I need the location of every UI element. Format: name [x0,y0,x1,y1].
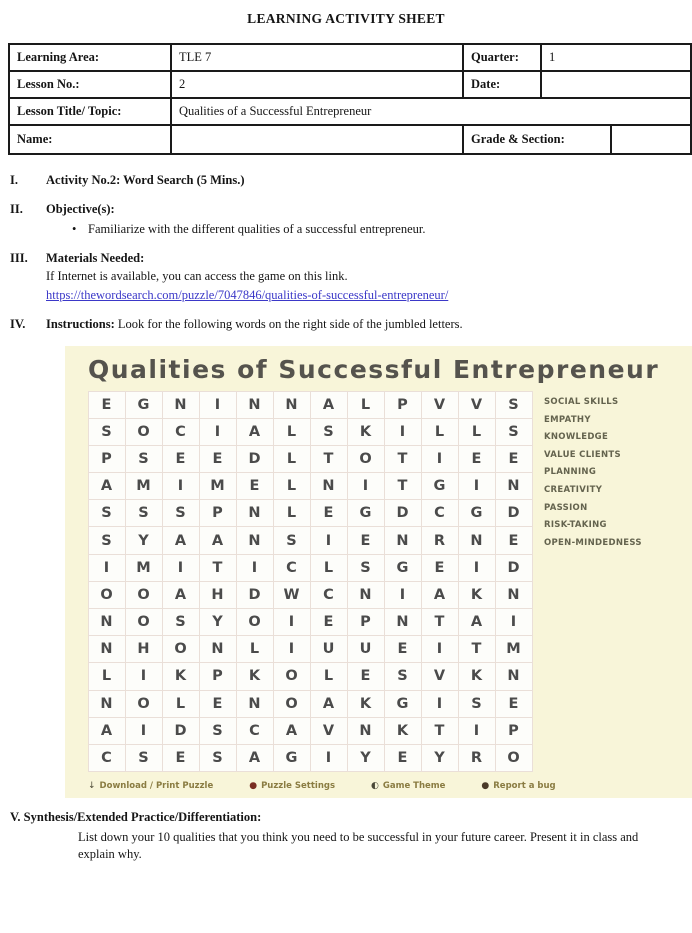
grid-cell-letter[interactable]: D [384,499,422,527]
grid-cell-letter[interactable]: G [421,472,459,500]
grid-cell-letter[interactable]: G [273,744,311,772]
grid-cell-letter[interactable]: S [162,608,200,636]
grid-cell-letter[interactable]: S [347,554,385,582]
grid-cell-letter[interactable]: S [458,690,496,718]
name-value [172,126,464,153]
grid-cell-letter[interactable]: S [199,744,237,772]
grid-cell-letter[interactable]: O [236,608,274,636]
section-activity [10,173,682,188]
grid-cell-letter[interactable]: S [495,418,533,446]
theme-icon: ◐ [371,780,379,791]
section-numeral: II. [10,202,23,216]
grid-cell-letter[interactable]: L [162,690,200,718]
grid-cell-letter[interactable]: E [495,690,533,718]
name-label: Name: [10,126,172,153]
grid-cell-letter[interactable]: N [273,391,311,419]
grid-row [88,581,532,608]
grid-cell-letter[interactable]: L [236,635,274,663]
grid-cell-letter[interactable]: E [88,391,126,419]
gear-icon: ● [249,780,258,791]
section-instructions [10,317,682,332]
grid-cell-letter[interactable]: L [310,662,348,690]
grid-cell-letter[interactable]: A [88,717,126,745]
grid-row [88,717,532,744]
learning-area-value: TLE 7 [172,45,464,70]
grid-cell-letter[interactable]: A [273,717,311,745]
objective-bullet-item [72,222,682,237]
download-icon: ↓ [88,780,96,791]
word-list-item: PLANNING [544,467,597,478]
grid-cell-letter[interactable]: P [88,445,126,473]
grid-row [88,418,532,445]
word-search-puzzle [65,346,692,798]
grid-cell-letter[interactable]: D [162,717,200,745]
grid-cell-letter[interactable]: K [458,581,496,609]
grid-cell-letter[interactable]: C [310,581,348,609]
grid-cell-letter[interactable]: U [310,635,348,663]
grid-cell-letter[interactable]: U [347,635,385,663]
grid-row [88,744,532,771]
grid-cell-letter[interactable]: I [310,526,348,554]
report-a-bug-button[interactable] [481,781,555,791]
section-numeral: I. [10,173,18,187]
grid-cell-letter[interactable]: I [421,635,459,663]
bug-icon: ● [481,780,490,791]
word-list-item: EMPATHY [544,414,591,425]
grid-cell-letter[interactable]: E [162,445,200,473]
page-title: LEARNING ACTIVITY SHEET [247,11,445,26]
grid-cell-letter[interactable]: E [310,608,348,636]
game-theme-button[interactable] [371,781,445,791]
grid-cell-letter[interactable]: I [384,581,422,609]
grid-row [88,690,532,717]
grid-row [88,473,532,500]
download-print-puzzle-button[interactable] [88,781,213,791]
grid-cell-letter[interactable]: E [458,445,496,473]
grid-cell-letter[interactable]: N [199,635,237,663]
grid-cell-letter[interactable]: I [310,744,348,772]
grid-cell-letter[interactable]: I [199,418,237,446]
grid-cell-letter[interactable]: N [310,472,348,500]
grid-cell-letter[interactable]: E [162,744,200,772]
grid-row [88,609,532,636]
grid-cell-letter[interactable]: S [88,418,126,446]
grid-cell-letter[interactable]: N [495,581,533,609]
grid-cell-letter[interactable]: K [347,418,385,446]
grid-cell-letter[interactable]: S [88,499,126,527]
grid-cell-letter[interactable]: K [347,690,385,718]
grid-cell-letter[interactable]: W [273,581,311,609]
grid-cell-letter[interactable]: M [199,472,237,500]
quarter-value: 1 [542,45,692,70]
grid-cell-letter[interactable]: N [495,472,533,500]
bullet-icon: • [72,222,77,236]
puzzle-settings-button[interactable] [249,781,335,791]
grid-cell-letter[interactable]: I [88,554,126,582]
grid-cell-letter[interactable]: I [458,472,496,500]
grid-cell-letter[interactable]: S [495,391,533,419]
word-list-item: VALUE CLIENTS [544,449,621,460]
grid-cell-letter[interactable]: I [162,472,200,500]
table-row [10,126,692,153]
grid-cell-letter[interactable]: L [88,662,126,690]
grid-cell-letter[interactable]: O [347,445,385,473]
word-list-item: CREATIVITY [544,484,603,495]
grid-cell-letter[interactable]: I [273,635,311,663]
grid-cell-letter[interactable]: I [125,662,163,690]
table-row [10,45,692,72]
grid-cell-letter[interactable]: M [495,635,533,663]
header-table [8,43,692,155]
grid-cell-letter[interactable]: Y [347,744,385,772]
grid-cell-letter[interactable]: I [421,445,459,473]
grid-cell-letter[interactable]: L [273,499,311,527]
section-numeral: III. [10,251,28,265]
grid-cell-letter[interactable]: E [347,526,385,554]
grid-cell-letter[interactable]: K [236,662,274,690]
grid-cell-letter[interactable]: T [310,445,348,473]
grid-cell-letter[interactable]: E [421,554,459,582]
word-list [544,394,682,552]
grid-cell-letter[interactable]: N [458,526,496,554]
puzzle-toolbar [88,781,692,791]
grid-cell-letter[interactable]: N [384,608,422,636]
grid-cell-letter[interactable]: C [162,418,200,446]
grid-cell-letter[interactable]: O [125,418,163,446]
grid-cell-letter[interactable]: A [458,608,496,636]
grid-cell-letter[interactable]: A [421,581,459,609]
grid-cell-letter[interactable]: L [421,418,459,446]
grid-cell-letter[interactable]: O [162,635,200,663]
grid-cell-letter[interactable]: P [495,717,533,745]
grid-cell-letter[interactable]: L [458,418,496,446]
grid-cell-letter[interactable]: A [162,526,200,554]
grid-cell-letter[interactable]: P [199,499,237,527]
grid-cell-letter[interactable]: I [199,391,237,419]
grid-cell-letter[interactable]: L [347,391,385,419]
grid-cell-letter[interactable]: N [88,635,126,663]
grid-cell-letter[interactable]: V [458,391,496,419]
grid-cell-letter[interactable]: K [384,717,422,745]
grid-cell-letter[interactable]: Y [199,608,237,636]
grid-row [88,554,532,581]
grid-cell-letter[interactable]: T [199,554,237,582]
section-numeral: IV. [10,317,26,331]
grid-row [88,636,532,663]
grid-cell-letter[interactable]: M [125,554,163,582]
grid-cell-letter[interactable]: N [384,526,422,554]
grid-row [88,663,532,690]
grid-cell-letter[interactable]: I [162,554,200,582]
materials-heading: Materials Needed: [46,251,145,265]
table-row [10,99,692,126]
grid-cell-letter[interactable]: T [421,717,459,745]
grid-cell-letter[interactable]: O [495,744,533,772]
grid-cell-letter[interactable]: Y [421,744,459,772]
grid-cell-letter[interactable]: E [347,662,385,690]
grid-cell-letter[interactable]: G [125,391,163,419]
word-list-item: SOCIAL SKILLS [544,397,619,407]
grid-cell-letter[interactable]: G [384,554,422,582]
sections [10,173,682,332]
grid-cell-letter[interactable]: O [88,581,126,609]
instructions-body: Look for the following words on the right side of the jumbled letters. [117,317,463,331]
grid-cell-letter[interactable]: N [495,662,533,690]
grid-cell-letter[interactable]: S [88,526,126,554]
grid-cell-letter[interactable]: G [384,690,422,718]
grid-cell-letter[interactable]: S [125,744,163,772]
lesson-title-label: Lesson Title/ Topic: [10,99,172,124]
grid-cell-letter[interactable]: C [88,744,126,772]
word-search-grid [88,391,532,772]
grid-cell-letter[interactable]: I [125,717,163,745]
grid-cell-letter[interactable]: M [125,472,163,500]
lesson-no-value: 2 [172,72,464,97]
grid-cell-letter[interactable]: D [495,554,533,582]
grid-cell-letter[interactable]: Y [125,526,163,554]
grid-cell-letter[interactable]: N [162,391,200,419]
section-materials [10,251,682,303]
toolbar-label: Download / Print Puzzle [99,780,214,791]
grid-cell-letter[interactable]: S [125,499,163,527]
grid-row [88,527,532,554]
grid-cell-letter[interactable]: G [458,499,496,527]
grid-cell-letter[interactable]: H [125,635,163,663]
grid-row [88,445,532,472]
grid-cell-letter[interactable]: I [421,690,459,718]
grid-cell-letter[interactable]: L [310,554,348,582]
materials-body: If Internet is available, you can access the game on this link. [46,269,348,283]
grid-cell-letter[interactable]: T [384,472,422,500]
grid-cell-letter[interactable]: S [384,662,422,690]
grid-cell-letter[interactable]: O [125,690,163,718]
toolbar-label: Game Theme [382,780,446,791]
grid-cell-letter[interactable]: V [310,717,348,745]
grid-cell-letter[interactable]: P [384,391,422,419]
puzzle-link[interactable]: https://thewordsearch.com/puzzle/7047846/qualities-of-successful-entrepreneur/ [46,288,449,302]
grid-cell-letter[interactable]: T [421,608,459,636]
grid-cell-letter[interactable]: I [458,717,496,745]
grid-cell-letter[interactable]: D [236,445,274,473]
grid-cell-letter[interactable]: L [273,445,311,473]
date-value [542,72,692,97]
grid-cell-letter[interactable]: D [495,499,533,527]
grid-cell-letter[interactable]: I [384,418,422,446]
activity-heading: Activity No.2: Word Search (5 Mins.) [46,173,245,187]
grid-cell-letter[interactable]: E [236,472,274,500]
section-objectives [10,202,682,237]
word-list-item: RISK-TAKING [544,520,607,531]
grid-cell-letter[interactable]: N [88,608,126,636]
grid-cell-letter[interactable]: A [310,690,348,718]
synthesis-body: List down your 10 qualities that you think you need to be successful in your future career. Present it in class and explain why. [78,829,639,862]
grid-cell-letter[interactable]: A [310,391,348,419]
synthesis-heading: Synthesis/Extended Practice/Differentiation: [23,809,262,824]
grid-cell-letter[interactable]: S [199,717,237,745]
grid-cell-letter[interactable]: I [458,554,496,582]
quarter-label: Quarter: [464,45,542,70]
grid-cell-letter[interactable]: C [273,554,311,582]
grid-cell-letter[interactable]: N [236,391,274,419]
grid-cell-letter[interactable]: I [495,608,533,636]
grid-cell-letter[interactable]: O [125,581,163,609]
grid-cell-letter[interactable]: S [162,499,200,527]
puzzle-title: Qualities of Successful Entrepreneur [88,355,660,384]
grid-cell-letter[interactable]: E [384,744,422,772]
grid-cell-letter[interactable]: A [199,526,237,554]
table-row [10,72,692,99]
date-label: Date: [464,72,542,97]
grid-cell-letter[interactable]: I [236,554,274,582]
grid-cell-letter[interactable]: S [273,526,311,554]
grid-cell-letter[interactable]: R [458,744,496,772]
instructions-heading: Instructions: [46,317,115,331]
grid-cell-letter[interactable]: A [88,472,126,500]
grid-cell-letter[interactable]: E [495,526,533,554]
word-list-item: PASSION [544,502,588,513]
grid-cell-letter[interactable]: H [199,581,237,609]
learning-area-label: Learning Area: [10,45,172,70]
grid-cell-letter[interactable]: R [421,526,459,554]
grid-cell-letter[interactable]: V [421,391,459,419]
grade-section-label: Grade & Section: [464,126,612,153]
grid-cell-letter[interactable]: E [310,499,348,527]
grid-cell-letter[interactable]: E [495,445,533,473]
grid-cell-letter[interactable]: N [88,690,126,718]
objectives-heading: Objective(s): [46,202,115,216]
grid-cell-letter[interactable]: L [273,418,311,446]
grid-cell-letter[interactable]: O [273,662,311,690]
grid-cell-letter[interactable]: N [236,499,274,527]
grid-cell-letter[interactable]: A [236,744,274,772]
grid-cell-letter[interactable]: O [273,690,311,718]
grid-cell-letter[interactable]: D [236,581,274,609]
grid-cell-letter[interactable]: C [421,499,459,527]
grid-cell-letter[interactable]: E [199,690,237,718]
grid-cell-letter[interactable]: L [273,472,311,500]
grid-cell-letter[interactable]: K [162,662,200,690]
grid-cell-letter[interactable]: A [236,418,274,446]
grid-cell-letter[interactable]: G [347,499,385,527]
word-list-item: KNOWLEDGE [544,432,609,443]
grid-cell-letter[interactable]: O [125,608,163,636]
grid-cell-letter[interactable]: I [273,608,311,636]
grid-cell-letter[interactable]: V [421,662,459,690]
grid-cell-letter[interactable]: K [458,662,496,690]
grid-cell-letter[interactable]: I [347,472,385,500]
objective-text: Familiarize with the different qualities of a successful entrepreneur. [88,222,426,236]
grid-cell-letter[interactable]: N [347,581,385,609]
lesson-title-value: Qualities of a Successful Entrepreneur [172,99,692,124]
grid-cell-letter[interactable]: E [199,445,237,473]
grade-section-value [612,126,692,153]
grid-cell-letter[interactable]: P [199,662,237,690]
toolbar-label: Report a bug [493,780,556,791]
grid-cell-letter[interactable]: N [347,717,385,745]
grid-cell-letter[interactable]: C [236,717,274,745]
grid-row [88,391,532,418]
grid-cell-letter[interactable]: N [236,526,274,554]
word-list-item: OPEN-MINDEDNESS [544,537,642,548]
grid-cell-letter[interactable]: T [458,635,496,663]
grid-row [88,500,532,527]
grid-cell-letter[interactable]: N [236,690,274,718]
grid-cell-letter[interactable]: E [384,635,422,663]
grid-cell-letter[interactable]: T [384,445,422,473]
toolbar-label: Puzzle Settings [261,780,336,791]
lesson-no-label: Lesson No.: [10,72,172,97]
grid-cell-letter[interactable]: S [125,445,163,473]
section-synthesis [10,810,682,864]
section-numeral: V. [10,809,21,824]
grid-cell-letter[interactable]: A [162,581,200,609]
grid-cell-letter[interactable]: P [347,608,385,636]
grid-cell-letter[interactable]: S [310,418,348,446]
